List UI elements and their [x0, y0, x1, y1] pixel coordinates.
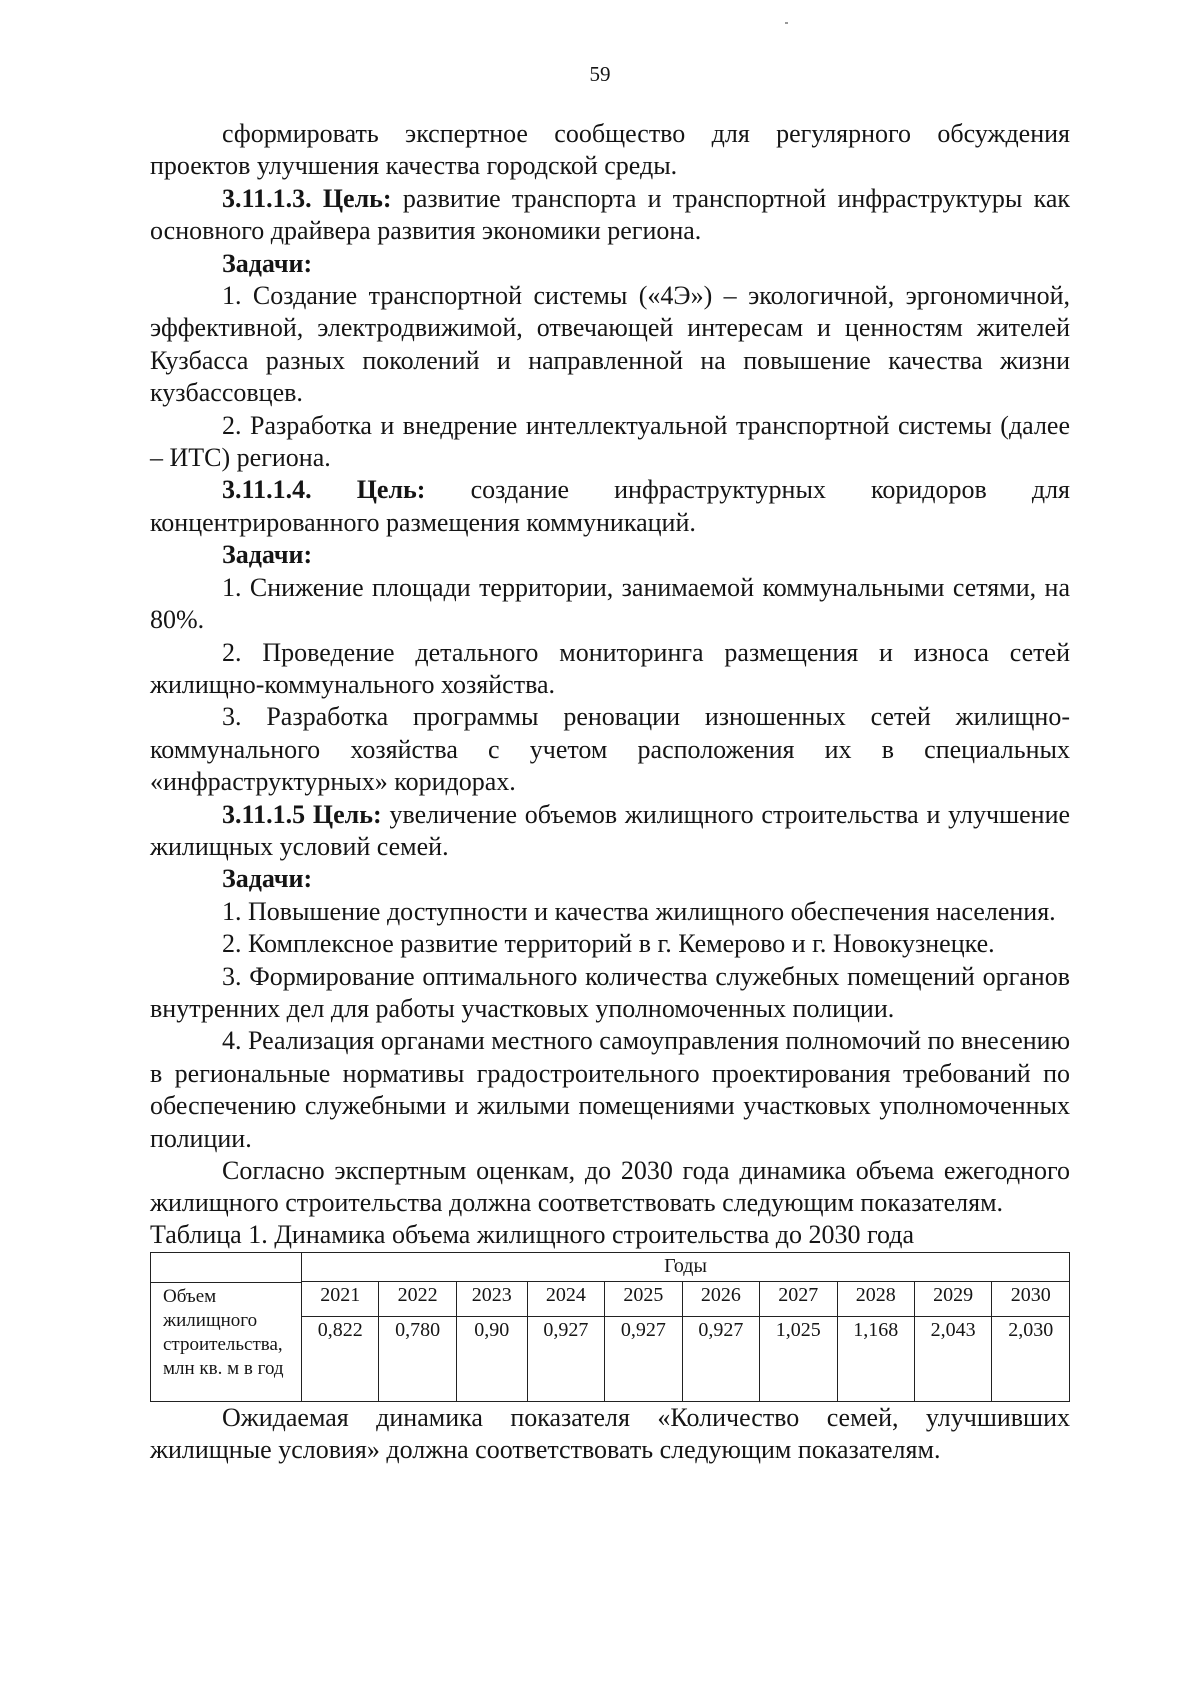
- goal-label: Цель:: [356, 475, 426, 505]
- task-item: 3. Формирование оптимального количества служебных помещений органов внутренних дел для работы участковых уполномоченных полиции.: [150, 961, 1070, 1023]
- year-cell: 2025: [605, 1281, 682, 1316]
- value-cell: 0,90: [456, 1316, 527, 1401]
- year-cell: 2021: [302, 1281, 379, 1316]
- task-item: 1. Создание транспортной системы («4Э») – экологичной, эргономичной, эффективной, электродвижимой, отвечающей интересам и ценностям жителей Кузбасса разных поколений и направленной на повышение качества жизни кузбассовцев.: [150, 281, 1070, 408]
- goal-number: 3.11.1.5: [222, 799, 306, 829]
- tasks-label: Задачи:: [222, 540, 313, 570]
- value-cell: 0,822: [302, 1316, 379, 1401]
- task-item: 1. Снижение площади территории, занимаемой коммунальными сетями, на 80%.: [150, 572, 1070, 635]
- year-cell: 2029: [914, 1281, 991, 1316]
- year-cell: 2030: [992, 1281, 1070, 1316]
- goal-text: развитие транспорта и транспортной инфраструктуры как основного драйвера развития экономики региона.: [150, 183, 1070, 246]
- value-cell: 0,780: [379, 1316, 456, 1401]
- document-body: [150, 118, 1070, 1467]
- value-cell: 0,927: [527, 1316, 604, 1401]
- year-cell: 2023: [456, 1281, 527, 1316]
- value-cell: 0,927: [605, 1316, 682, 1401]
- tasks-label: Задачи:: [222, 864, 313, 894]
- page-number: 59: [589, 62, 611, 86]
- goal-text: увеличение объемов жилищного строительства и улучшение жилищных условий семей.: [150, 799, 1071, 861]
- value-cell: 2,030: [992, 1316, 1070, 1401]
- goal-text: создание инфраструктурных коридоров для концентрированного размещения коммуникаций.: [150, 475, 1071, 537]
- row-label-cell: [151, 1252, 302, 1401]
- tasks-label: Задачи:: [222, 248, 313, 278]
- task-item: 2. Разработка и внедрение интеллектуальной транспортной системы (далее – ИТС) региона.: [150, 410, 1070, 473]
- task-item: 2. Проведение детального мониторинга размещения и износа сетей жилищно-коммунального хозяйства.: [150, 637, 1070, 699]
- expected-dynamics-paragraph: Ожидаемая динамика показателя «Количество семей, улучшивших жилищные условия» должна соответствовать следующим показателям.: [150, 1402, 1070, 1465]
- goal-label: Цель:: [322, 183, 392, 213]
- goal-number: 3.11.1.3.: [222, 183, 312, 213]
- goal-number: 3.11.1.4.: [222, 475, 312, 505]
- goal-3-11-1-4: [150, 474, 1070, 539]
- scan-speck: [785, 22, 788, 24]
- task-item: 3. Разработка программы реновации изношенных сетей жилищно-коммунального хозяйства с учетом расположения их в специальных «инфраструктурных» коридорах.: [150, 702, 1070, 797]
- expert-paragraph: Согласно экспертным оценкам, до 2030 года динамика объема ежегодного жилищного строительства должна соответствовать следующим показателям.: [150, 1156, 1070, 1218]
- task-item: 2. Комплексное развитие территорий в г. Кемерово и г. Новокузнецке.: [222, 929, 995, 959]
- goal-3-11-1-5: [150, 799, 1070, 864]
- row-label: Объем жилищного строительства, млн кв. м в год: [163, 1285, 284, 1379]
- value-cell: 2,043: [914, 1316, 991, 1401]
- year-cell: 2024: [527, 1281, 604, 1316]
- tasks-heading: [150, 248, 1070, 280]
- tasks-heading: [150, 863, 1070, 895]
- value-cell: 0,927: [682, 1316, 759, 1401]
- goal-3-11-1-3: [150, 183, 1070, 248]
- year-cell: 2027: [760, 1281, 837, 1316]
- years-header: Годы: [302, 1252, 1070, 1281]
- value-cell: 1,168: [837, 1316, 914, 1401]
- paragraph-continuation: сформировать экспертное сообщество для регулярного обсуждения проектов улучшения качества городской среды.: [150, 119, 1070, 181]
- table-caption: Таблица 1. Динамика объема жилищного строительства до 2030 года: [150, 1219, 915, 1249]
- year-cell: 2026: [682, 1281, 759, 1316]
- task-item: 4. Реализация органами местного самоуправления полномочий по внесению в региональные нормативы градостроительного проектирования требований по обеспечению служебными и жилыми помещениями участковых уполномоченных полиции.: [150, 1026, 1070, 1153]
- tasks-heading: [150, 539, 1070, 571]
- year-cell: 2022: [379, 1281, 456, 1316]
- year-cell: 2028: [837, 1281, 914, 1316]
- value-cell: 1,025: [760, 1316, 837, 1401]
- housing-construction-table: [150, 1252, 1070, 1402]
- task-item: 1. Повышение доступности и качества жилищного обеспечения населения.: [222, 896, 1056, 926]
- goal-label: Цель:: [312, 799, 382, 829]
